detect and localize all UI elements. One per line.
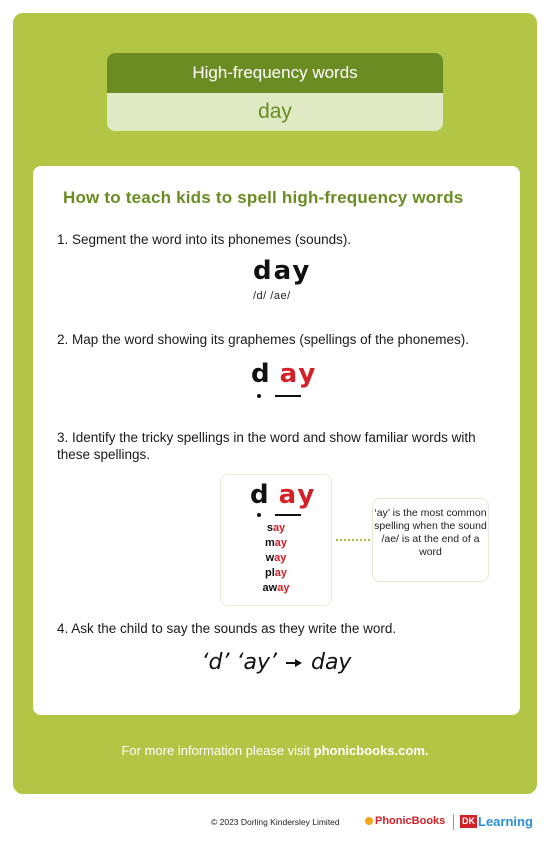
segment-phonemes: /d/ /ae/ bbox=[253, 290, 291, 302]
phonicbooks-logo: PhonicBooks bbox=[365, 815, 445, 827]
dotted-connector bbox=[336, 539, 370, 541]
copyright: © 2023 Dorling Kindersley Limited bbox=[211, 817, 340, 827]
familiar-word-list bbox=[221, 521, 331, 596]
formula-result: day bbox=[310, 650, 352, 675]
step-1: 1. Segment the word into its phonemes (sounds). bbox=[57, 232, 352, 247]
header-box bbox=[107, 53, 443, 131]
dk-logo: DK bbox=[462, 816, 475, 826]
formula-sounds: ‘d’ ‘ay’ bbox=[201, 650, 277, 675]
box-grapheme-d: d bbox=[250, 480, 271, 510]
box-sound-dash bbox=[275, 514, 301, 516]
segment-word: day bbox=[253, 256, 312, 286]
panel-title: How to teach kids to spell high-frequency words bbox=[63, 188, 464, 207]
box-grapheme-word bbox=[250, 480, 316, 510]
step-2: 2. Map the word showing its graphemes (spellings of the phonemes). bbox=[57, 332, 469, 347]
write-formula bbox=[33, 650, 520, 675]
familiar-word: play bbox=[264, 567, 288, 579]
phonicbooks-icon bbox=[365, 817, 373, 825]
box-sound-dot bbox=[257, 513, 261, 517]
step-4: 4. Ask the child to say the sounds as they write the word. bbox=[57, 621, 397, 636]
step-3: 3. Identify the tricky spellings in the word and show familiar words with these spellings. bbox=[57, 430, 476, 462]
familiar-word: way bbox=[265, 552, 287, 564]
more-info-text: For more information please visit bbox=[121, 743, 314, 758]
learning-logo: Learning bbox=[478, 814, 533, 829]
instruction-panel bbox=[33, 166, 520, 715]
website-link[interactable]: phonicbooks.com. bbox=[313, 743, 429, 758]
header-title: High-frequency words bbox=[107, 53, 443, 93]
spelling-note: ‘ay’ is the most common spelling when the sound /ae/ is at the end of a word bbox=[372, 498, 489, 582]
grapheme-word bbox=[251, 359, 317, 389]
arrow-icon bbox=[286, 658, 302, 668]
tricky-spelling-box bbox=[220, 474, 332, 606]
footer-divider bbox=[453, 814, 454, 830]
sound-dash bbox=[275, 395, 301, 397]
grapheme-ay: ay bbox=[279, 359, 318, 389]
sound-dot bbox=[257, 394, 261, 398]
familiar-word: may bbox=[264, 537, 288, 549]
familiar-word: away bbox=[262, 582, 290, 594]
header-word: day bbox=[258, 100, 292, 123]
box-grapheme-ay: ay bbox=[278, 480, 317, 510]
grapheme-d: d bbox=[251, 359, 272, 389]
familiar-word: say bbox=[266, 522, 286, 534]
footer bbox=[0, 816, 550, 830]
more-info bbox=[13, 743, 537, 758]
